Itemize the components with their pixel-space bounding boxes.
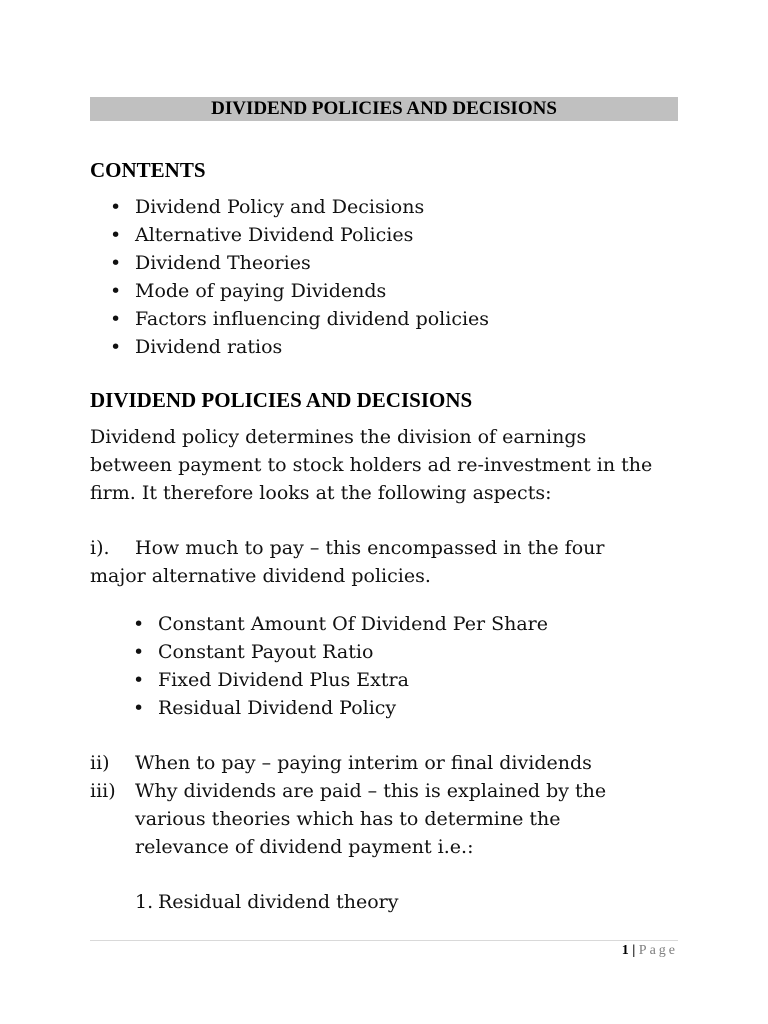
- bullet-icon: •: [133, 669, 145, 691]
- item-marker: ii): [90, 752, 110, 774]
- bullet-icon: •: [110, 308, 122, 330]
- contents-heading: CONTENTS: [90, 158, 206, 182]
- bullet-icon: •: [133, 613, 145, 635]
- document-title: DIVIDEND POLICIES AND DECISIONS: [90, 97, 678, 121]
- bullet-icon: •: [133, 641, 145, 663]
- list-item: • Constant Amount Of Dividend Per Share: [90, 610, 548, 638]
- bullet-icon: •: [110, 280, 122, 302]
- theory-number: 1.: [135, 891, 154, 913]
- item-marker: i).: [90, 537, 110, 559]
- section-heading: DIVIDEND POLICIES AND DECISIONS: [90, 388, 473, 412]
- page-footer: [622, 943, 678, 959]
- list-item: • Residual Dividend Policy: [90, 694, 548, 722]
- bullet-icon: •: [133, 697, 145, 719]
- list-item: • Constant Payout Ratio: [90, 638, 548, 666]
- bullet-icon: •: [110, 224, 122, 246]
- list-item: • Dividend ratios: [90, 333, 489, 361]
- list-item: • Mode of paying Dividends: [90, 277, 489, 305]
- footer-separator: |: [632, 943, 636, 958]
- footer-divider: [90, 940, 678, 941]
- theory-text: Residual dividend theory: [158, 891, 399, 913]
- theory-list-item: [135, 888, 399, 916]
- intro-paragraph: Dividend policy determines the division of earnings between payment to stock holders ad re-investment in the firm. It therefore looks at the following aspects:: [90, 426, 653, 504]
- list-item: • Dividend Policy and Decisions: [90, 193, 489, 221]
- list-item: • Factors influencing dividend policies: [90, 305, 489, 333]
- item-text: How much to pay – this encompassed in the four major alternative dividend policies.: [90, 537, 605, 587]
- list-item: • Alternative Dividend Policies: [90, 221, 489, 249]
- bullet-icon: •: [110, 252, 122, 274]
- contents-list: [90, 193, 489, 361]
- bullet-icon: •: [110, 336, 122, 358]
- policies-list: [90, 610, 548, 722]
- numbered-item-i: [90, 534, 660, 590]
- list-item: • Dividend Theories: [90, 249, 489, 277]
- page-number: 1: [621, 943, 629, 958]
- bullet-icon: •: [110, 196, 122, 218]
- page-label: Page: [638, 943, 678, 958]
- item-marker: iii): [90, 780, 116, 802]
- item-text: Why dividends are paid – this is explained by the various theories which has to determine the relevance of dividend payment i.e.:: [135, 780, 607, 858]
- list-item: • Fixed Dividend Plus Extra: [90, 666, 548, 694]
- item-text: When to pay – paying interim or final dividends: [135, 752, 592, 774]
